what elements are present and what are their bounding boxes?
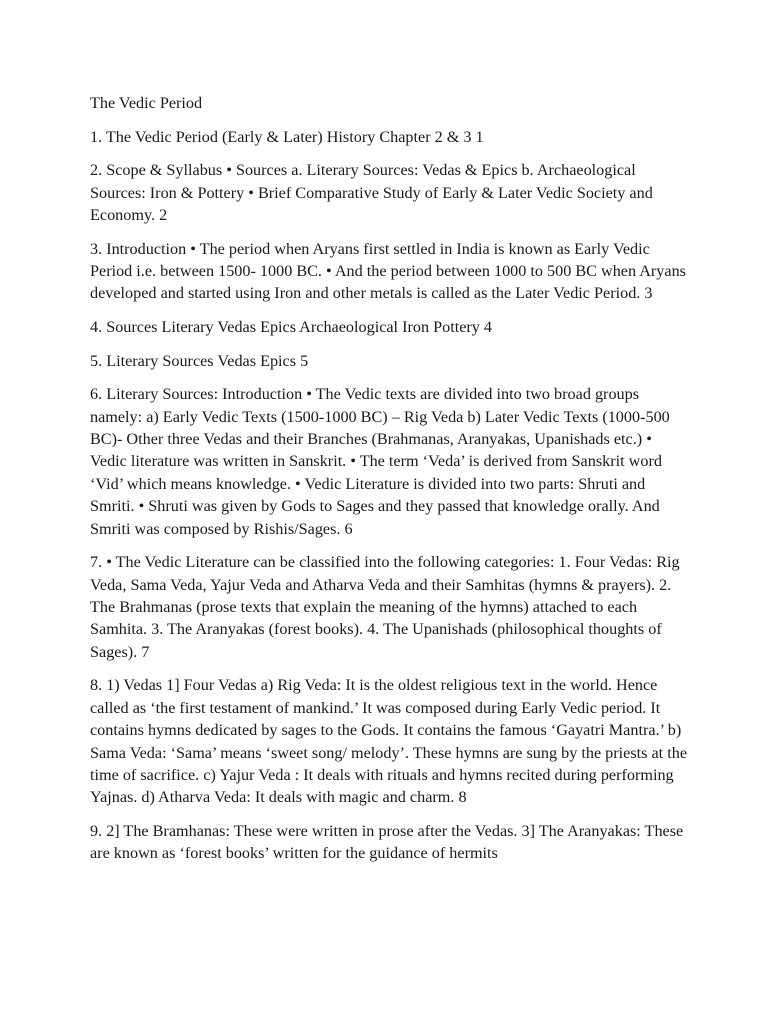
paragraph-4: 4. Sources Literary Vedas Epics Archaeological Iron Pottery 4 xyxy=(90,318,493,336)
paragraph-7: 7. • The Vedic Literature can be classified into the following categories: 1. Four Vedas: Rig Veda, Sama Veda, Yajur Veda and Atharva Veda and their Samhitas (hymns & prayers). 2. The Brahmanas (prose texts that explain the meaning of the hymns) attached to each Samhita. 3. The Aranyakas (forest books). 4. The Upanishads (philosophical thoughts of Sages). 7 xyxy=(90,553,680,661)
document-title: The Vedic Period xyxy=(90,94,203,112)
paragraph-6: 6. Literary Sources: Introduction • The Vedic texts are divided into two broad groups namely: a) Early Vedic Texts (1500-1000 BC) – Rig Veda b) Later Vedic Texts (1000-500 BC)- Other three Vedas and their Branches (Brahmanas, Aranyakas, Upanishads etc.) • Vedic literature was written in Sanskrit. • The term ‘Veda’ is derived from Sanskrit word ‘Vid’ which means knowledge. • Vedic Literature is divided into two parts: Shruti and Smriti. • Shruti was given by Gods to Sages and they passed that knowledge orally. And Smriti was composed by Rishis/Sages. 6 xyxy=(90,385,670,538)
document-body xyxy=(90,92,690,876)
paragraph-1: 1. The Vedic Period (Early & Later) History Chapter 2 & 3 1 xyxy=(90,127,484,146)
paragraph-9: 9. 2] The Bramhanas: These were written in prose after the Vedas. 3] The Aranyakas: These are known as ‘forest books’ written for the guidance of hermits xyxy=(90,822,684,863)
paragraph-5: 5. Literary Sources Vedas Epics 5 xyxy=(90,351,309,370)
paragraph-3: 3. Introduction • The period when Aryans first settled in India is known as Early Vedic Period i.e. between 1500- 1000 BC. • And the period between 1000 to 500 BC when Aryans developed and started using Iron and other metals is called as the Later Vedic Period. 3 xyxy=(90,239,686,303)
paragraph-8: 8. 1) Vedas 1] Four Vedas a) Rig Veda: It is the oldest religious text in the world. Hence called as ‘the first testament of mankind.’ It was composed during Early Vedic period. It contains hymns dedicated by sages to the Gods. It contains the famous ‘Gayatri Mantra.’ b) Sama Veda: ‘Sama’ means ‘sweet song/ melody’. These hymns are sung by the priests at the time of sacrifice. c) Yajur Veda : It deals with rituals and hymns recited during performing Yajnas. d) Atharva Veda: It deals with magic and charm. 8 xyxy=(90,676,687,807)
paragraph-2: 2. Scope & Syllabus • Sources a. Literary Sources: Vedas & Epics b. Archaeological Sources: Iron & Pottery • Brief Comparative Study of Early & Later Vedic Society and Economy. 2 xyxy=(90,161,653,224)
